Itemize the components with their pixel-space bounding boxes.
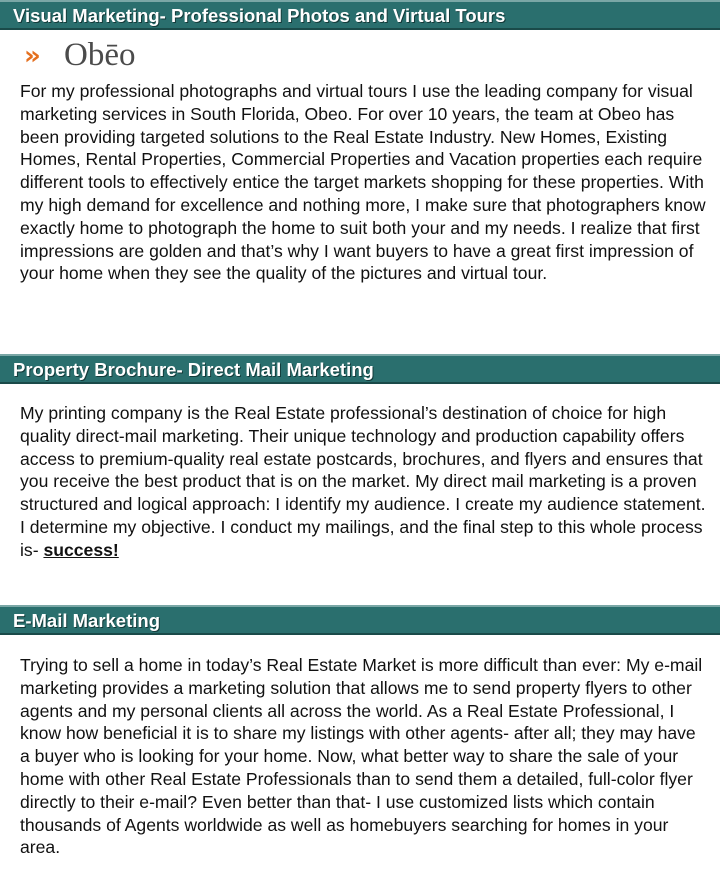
section-title: E-Mail Marketing xyxy=(13,610,160,631)
section-header-property-brochure xyxy=(0,354,720,384)
logo-wordmark: Obēo xyxy=(64,37,136,73)
section-header-visual-marketing xyxy=(0,0,720,30)
section-title: Property Brochure- Direct Mail Marketing xyxy=(13,359,374,380)
email-marketing-paragraph: Trying to sell a home in today’s Real Estate Market is more difficult than ever: My e-mail marketing provides a marketing solution that allows me to send property flyers to other agents and my personal clients all across the world. As a Real Estate Professional, I know how beneficial it is to share my listings with other agents- after all; they may have a buyer who is looking for your home. Now, what better way to share the sale of your home with other Real Estate Professionals than to send them a detailed, full-color flyer directly to their e-mail? Even better than that- I use customized lists which contain thousands of Agents worldwide as well as homebuyers searching for homes in your area. xyxy=(20,655,703,858)
section-title: Visual Marketing- Professional Photos and Virtual Tours xyxy=(13,5,506,26)
obeo-logo xyxy=(24,38,184,72)
success-emphasis: success! xyxy=(43,539,119,560)
chevron-icon: » xyxy=(24,41,35,71)
property-brochure-text: My printing company is the Real Estate professional’s destination of choice for high quality direct-mail marketing. Their unique technology and production capability offers access to premium-quality real estate postcards, brochures, and flyers and ensures that you receive the best product that is on the market. My direct mail marketing is a proven structured and logical approach: I identify my audience. I create my audience statement. I determine my objective. I conduct my mailings, and the final step to this whole process is- xyxy=(20,403,706,560)
section-header-email-marketing xyxy=(0,605,720,635)
property-brochure-paragraph xyxy=(20,402,710,562)
visual-marketing-paragraph: For my professional photographs and virtual tours I use the leading company for visual marketing services in South Florida, Obeo. For over 10 years, the team at Obeo has been providing targeted solutions to the Real Estate Industry. New Homes, Existing Homes, Rental Properties, Commercial Properties and Vacation properties each require different tools to effectively entice the target markets shopping for these properties. With my high demand for excellence and nothing more, I make sure that photographers know exactly home to photograph the home to suit both your and my needs. I realize that first impressions are golden and that’s why I want buyers to have a great first impression of your home when they see the quality of the pictures and virtual tour. xyxy=(20,81,706,284)
